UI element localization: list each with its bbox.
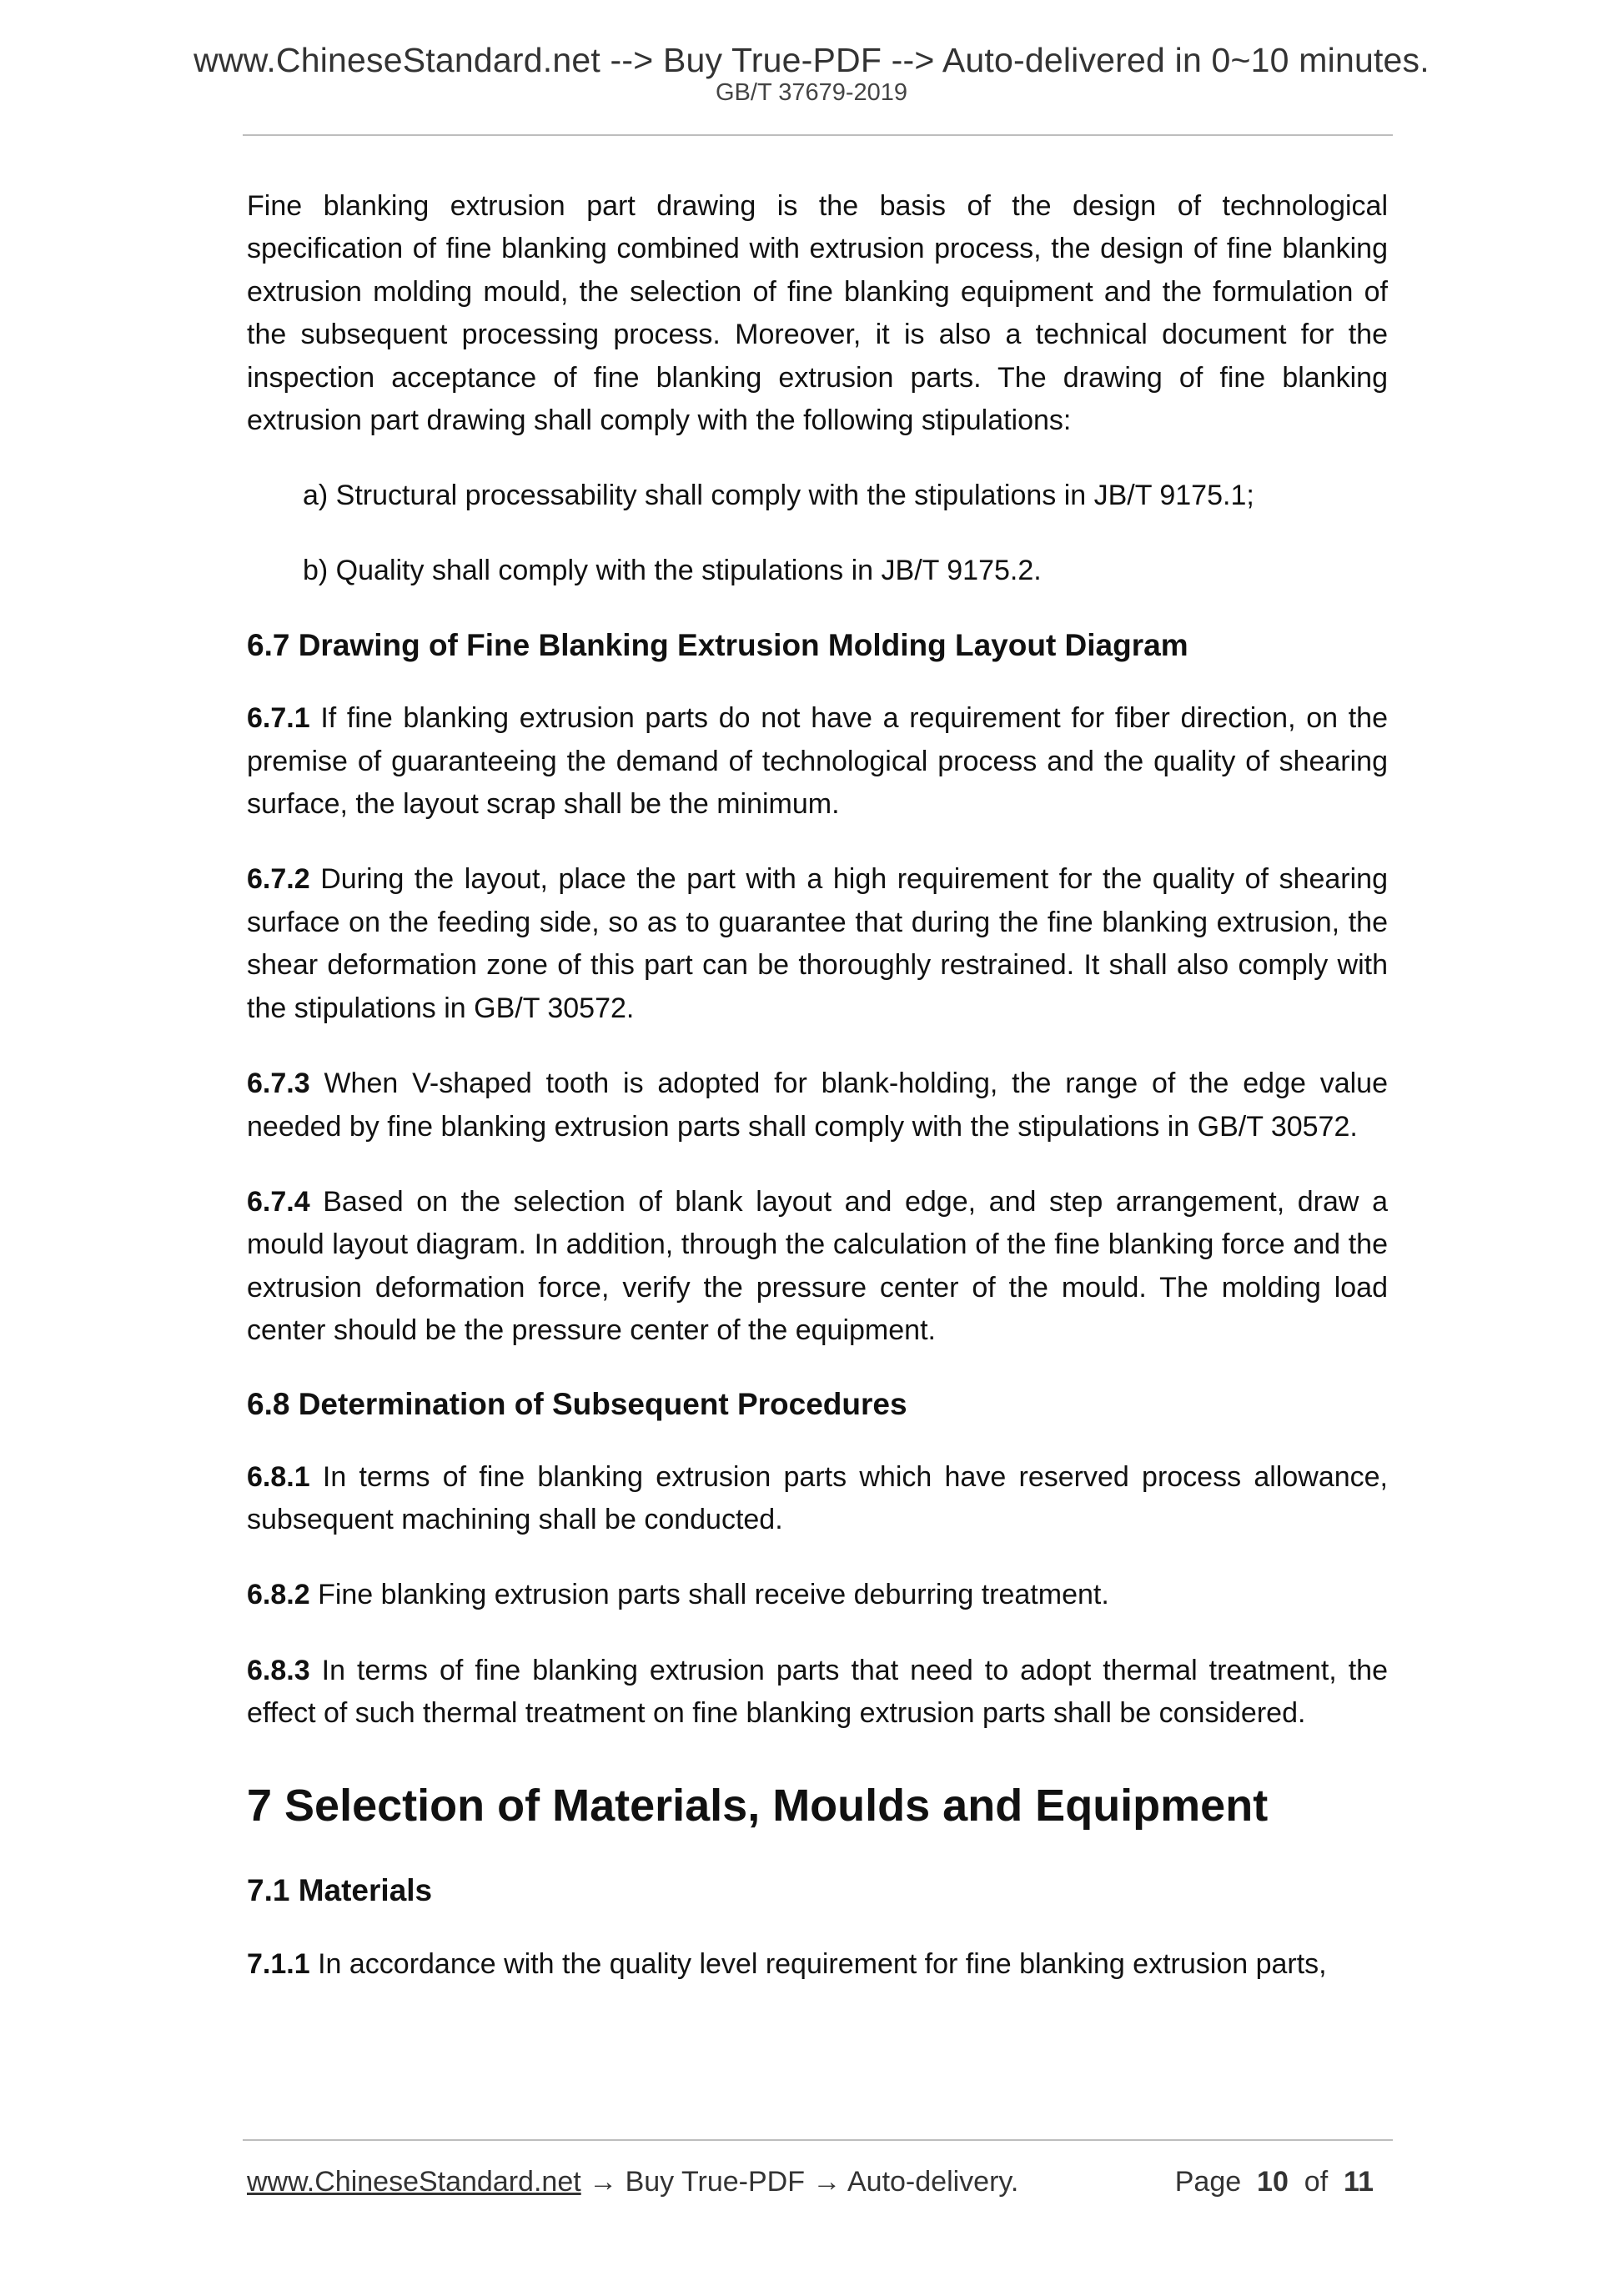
footer-promo	[247, 2162, 1018, 2202]
section-heading-6-7: 6.7 Drawing of Fine Blanking Extrusion Molding Layout Diagram	[247, 628, 1188, 663]
page-current: 10	[1257, 2166, 1289, 2198]
clause-number: 6.8.3	[247, 1654, 310, 1686]
page-indicator	[1175, 2162, 1374, 2202]
list-item-b: b) Quality shall comply with the stipulations in JB/T 9175.2.	[303, 554, 1042, 586]
clause-number: 6.7.1	[247, 702, 310, 735]
clause-text: Fine blanking extrusion parts shall receive deburring treatment.	[309, 1579, 1109, 1611]
site-banner: www.ChineseStandard.net --> Buy True-PDF --> Auto-delivered in 0~10 minutes.	[193, 41, 1430, 79]
clause-text: When V-shaped tooth is adopted for blank-holding, the range of the edge value needed by fine blanking extrusion parts shall comply with the stipulations in GB/T 30572.	[247, 1068, 1388, 1143]
footer-promo-text: → Buy True-PDF → Auto-delivery.	[580, 2166, 1019, 2198]
site-link[interactable]: www.ChineseStandard.net	[247, 2166, 581, 2198]
clause-number: 7.1.1	[247, 1947, 310, 1980]
clause-6-7-1	[247, 697, 1388, 826]
section-heading-7-1: 7.1 Materials	[247, 1872, 433, 1907]
clause-text: In terms of fine blanking extrusion parts which have reserved process allowance, subsequent machining shall be conducted.	[247, 1460, 1388, 1535]
list-item-a: a) Structural processability shall comply with the stipulations in JB/T 9175.1;	[303, 480, 1254, 512]
footer-divider	[243, 2139, 1393, 2141]
clause-number: 6.7.4	[247, 1185, 310, 1218]
standard-code: GB/T 37679-2019	[715, 79, 908, 106]
clause-number: 6.8.2	[247, 1579, 310, 1611]
clause-6-8-2	[247, 1574, 1388, 1616]
clause-6-7-4	[247, 1181, 1388, 1353]
chapter-heading-7: 7 Selection of Materials, Moulds and Equipment	[247, 1780, 1269, 1831]
section-heading-6-8: 6.8 Determination of Subsequent Procedures	[247, 1386, 907, 1421]
clause-number: 6.8.1	[247, 1460, 310, 1493]
page-label: Page	[1174, 2166, 1242, 2198]
clause-text: During the layout, place the part with a high requirement for the quality of shearing surface on the feeding side, so as to guarantee that during the fine blanking extrusion, the shear deformation zone of this part can be thoroughly restrained. It shall also comply with the stipulations in GB/T 30572.	[247, 863, 1388, 1024]
clause-text: If fine blanking extrusion parts do not have a requirement for fiber direction, on the premise of guaranteeing the demand of technological process and the quality of shearing surface, the layout scrap shall be the minimum.	[247, 702, 1388, 821]
clause-6-8-3	[247, 1650, 1388, 1736]
page-footer	[247, 2162, 1388, 2202]
header-divider	[243, 134, 1393, 136]
document-body	[247, 185, 1388, 1986]
of-label: of	[1304, 2166, 1329, 2198]
clause-number: 6.7.2	[247, 863, 310, 896]
clause-6-8-1	[247, 1456, 1388, 1542]
clause-number: 6.7.3	[247, 1068, 310, 1100]
clause-6-7-2	[247, 858, 1388, 1030]
clause-7-1-1	[247, 1943, 1388, 1986]
intro-paragraph: Fine blanking extrusion part drawing is the basis of the design of technological specification of fine blanking combined with extrusion process, the design of fine blanking extrusion molding mould, the selection of fine blanking equipment and the formulation of the subsequent processing process. Moreover, it is also a technical document for the inspection acceptance of fine blanking extrusion parts. The drawing of fine blanking extrusion part drawing shall comply with the following stipulations:	[247, 190, 1388, 437]
clause-text: In accordance with the quality level requirement for fine blanking extrusion parts,	[309, 1947, 1327, 1980]
clause-6-7-3	[247, 1063, 1388, 1148]
clause-text: Based on the selection of blank layout and edge, and step arrangement, draw a mould layout diagram. In addition, through the calculation of the fine blanking force and the extrusion deformation force, verify the pressure center of the mould. The molding load center should be the pressure center of the equipment.	[247, 1185, 1388, 1347]
clause-text: In terms of fine blanking extrusion parts that need to adopt thermal treatment, the effect of such thermal treatment on fine blanking extrusion parts shall be considered.	[247, 1654, 1388, 1730]
page-total: 11	[1344, 2166, 1374, 2198]
